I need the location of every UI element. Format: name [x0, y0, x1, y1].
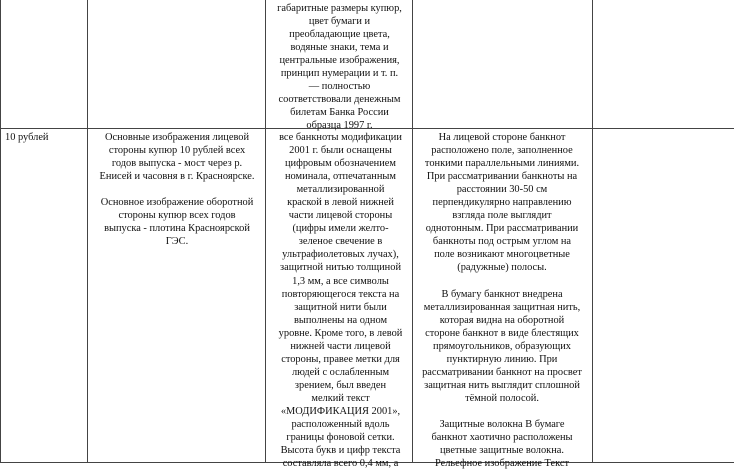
text-line: 1,3 мм, а все символы	[292, 275, 389, 287]
text-line: защитной нити были	[294, 301, 387, 313]
text-line: «МОДИФИКАЦИЯ 2001»,	[280, 405, 401, 417]
text-line: зеленое свечение в	[298, 236, 383, 248]
text-line: габаритные размеры купюр,	[277, 3, 402, 14]
text-line: стороны купюр 10 рублей всех	[108, 145, 246, 157]
text-line: принцип нумерации и т. п.	[280, 68, 399, 80]
text-line: людей с ослабленным	[291, 366, 390, 378]
cell-images	[92, 131, 262, 248]
text-line: рассматривании банкнот на просвет	[422, 366, 582, 378]
table-row-previous	[1, 0, 734, 132]
text-line: нижней части лицевой	[290, 340, 391, 352]
text-line: — полностью	[308, 81, 371, 93]
text-line: Высота букв и цифр текста	[280, 445, 401, 457]
text-line: расстоянии 30-50 см	[456, 184, 548, 196]
cell-modification	[270, 131, 411, 470]
text-line: Основное изображение оборотной	[100, 197, 254, 209]
text-line: 2001 г. были оснащены	[289, 145, 392, 157]
text-line: части лицевой стороны	[288, 210, 393, 222]
text-line: водяные знаки, тема и	[290, 42, 389, 54]
denomination-label: 10 рублей	[5, 132, 49, 143]
text-line: ультрафиолетовых лучах),	[282, 249, 399, 261]
text-line: выполнены на одном	[293, 314, 388, 326]
text-line: прямоугольников, образующих	[433, 340, 571, 352]
text-line: металлизированная защитная нить,	[423, 301, 581, 313]
text-line: мелкий текст	[311, 392, 370, 404]
text-line: Основные изображения лицевой	[104, 132, 250, 143]
cell-security-features	[417, 131, 587, 470]
text-line: ГЭС.	[165, 236, 189, 248]
text-line: краской в левой нижней	[287, 197, 394, 209]
text-line: При рассматривании банкноты на	[426, 171, 578, 183]
text-line: перпендикулярно направлению	[432, 197, 572, 209]
text-line: цвет бумаги и	[308, 16, 371, 28]
text-line: повторяющегося текста на	[281, 288, 400, 300]
text-line: цветные защитные волокна.	[440, 445, 564, 457]
text-line: Рельефное изображение Текст	[434, 458, 570, 470]
text-line: В бумагу банкнот внедрена	[441, 288, 563, 300]
text-line: уровне. Кроме того, в левой	[278, 327, 403, 339]
text-line: банкнот хаотично расположены	[431, 431, 573, 443]
text-line: стороны купюр всех годов	[118, 210, 236, 222]
text-line: все банкноты модификации	[279, 132, 402, 143]
text-line: номинала, отпечатанным	[285, 171, 396, 183]
text-line: границы фоновой сетки.	[286, 432, 395, 444]
text-line: билетам Банка России	[290, 107, 389, 119]
table-row-10-rubles	[1, 129, 734, 470]
text-line: выпуска - плотина Красноярской	[104, 223, 250, 235]
cell-denomination	[5, 131, 85, 144]
text-line: цифровым обозначением	[285, 158, 396, 170]
text-line: однотонным. При рассматривании	[425, 223, 579, 235]
text-line: (цифры имели желто-	[292, 223, 389, 235]
text-line: поле возникают многоцветные	[434, 249, 570, 261]
text-line: стороне банкнот в виде блестящих	[425, 327, 579, 339]
text-line: защитная нить выглядит сплошной	[424, 379, 580, 391]
text-line: защитной нитью толщиной	[279, 262, 402, 274]
text-line: зрением, был введен	[294, 379, 387, 391]
text-line: расположено поле, заполненное	[431, 145, 573, 157]
text-line: Енисей и часовня в г. Красноярске.	[99, 171, 255, 183]
text-line: стороны, правее метки для	[281, 353, 400, 365]
text-line: взгляда поле выглядит	[452, 210, 552, 222]
text-line: (радужные) полосы.	[457, 262, 547, 274]
text-line: На лицевой стороне банкнот	[438, 132, 566, 143]
text-line: центральные изображения,	[279, 55, 400, 67]
text-line: металлизированной	[296, 184, 385, 196]
text-line: годов выпуска - мост через р.	[111, 158, 243, 170]
text-line: пунктирную линию. При	[446, 353, 558, 365]
text-line: тонкими параллельными линиями.	[424, 158, 580, 170]
text-line: которая видна на оборотной	[439, 314, 565, 326]
text-line: расположенный вдоль	[291, 419, 390, 431]
text-line: преобладающие цвета,	[289, 29, 390, 41]
text-line: соответствовали денежным	[278, 94, 401, 106]
text-line: образца 1997 г.	[306, 120, 373, 132]
text-line: тёмной полосой.	[465, 392, 539, 404]
text-line: банкноты под острым углом на	[432, 236, 572, 248]
text-line: составляла всего 0,4 мм, а	[282, 458, 399, 470]
cell-description-continued	[269, 2, 410, 132]
text-line: Защитные волокна В бумаге	[439, 418, 565, 430]
